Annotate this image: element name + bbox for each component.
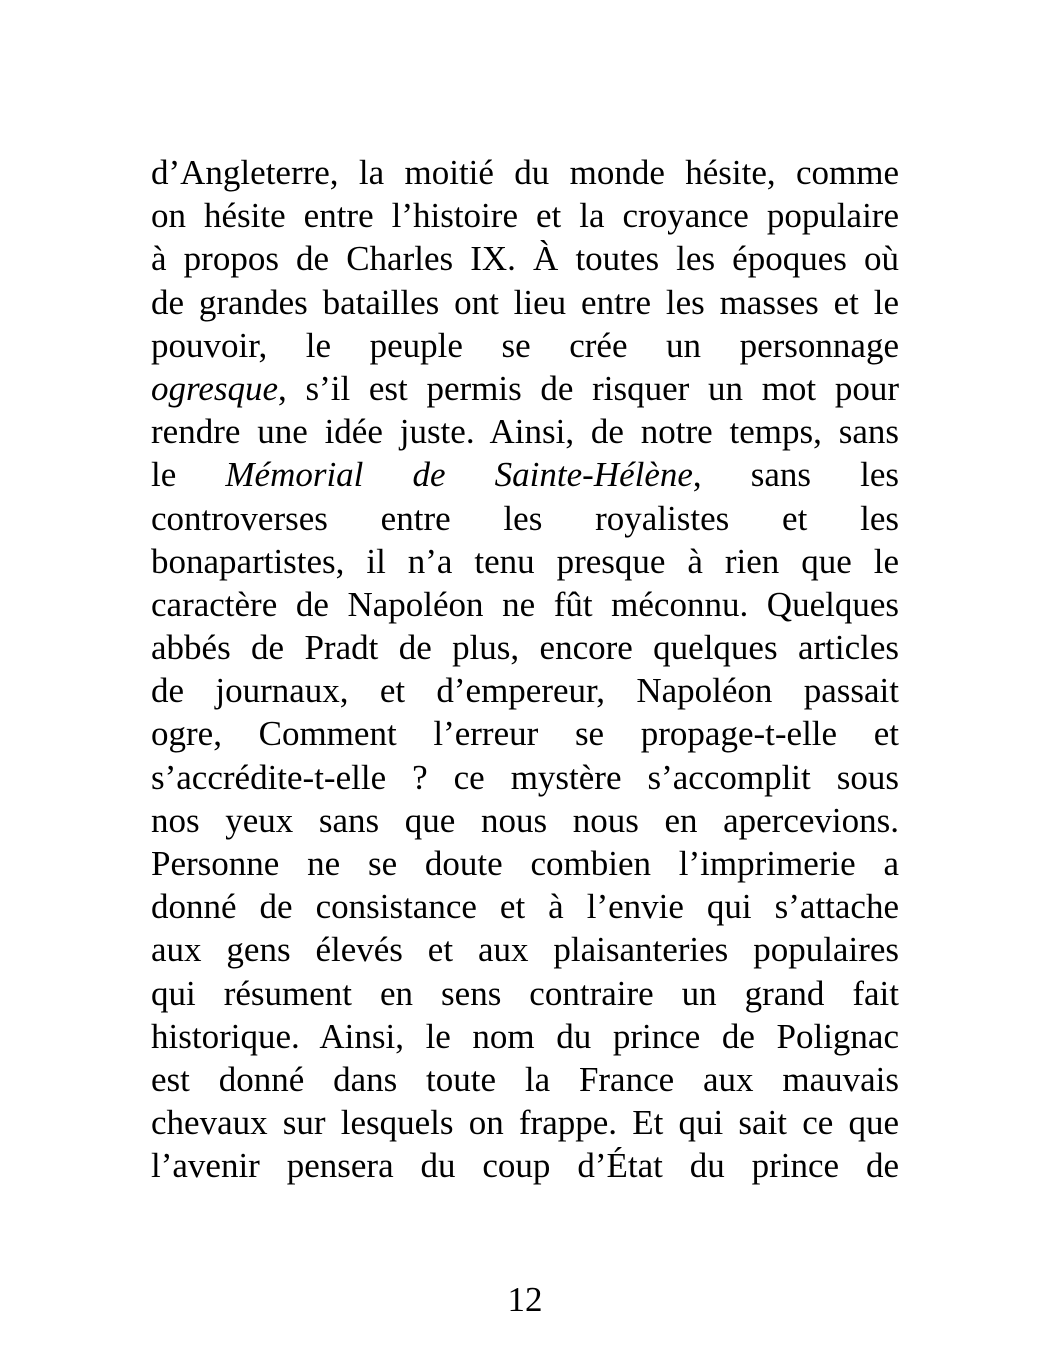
text-line	[151, 540, 899, 583]
text-line	[151, 497, 899, 540]
text-line	[151, 151, 899, 194]
text-span: de journaux, et d’empereur, Napoléon passait	[151, 671, 899, 711]
page-number: 12	[507, 1280, 543, 1319]
text-line	[151, 194, 899, 237]
text-line	[151, 928, 899, 971]
text-span: chevaux sur lesquels on frappe. Et qui sait ce que	[151, 1103, 899, 1143]
body-text	[151, 151, 899, 1188]
italic-text: Mémorial de Sainte-Hélène	[225, 455, 693, 495]
text-line	[151, 367, 899, 410]
text-span: bonapartistes, il n’a tenu presque à rien que le	[151, 541, 899, 581]
text-line	[151, 756, 899, 799]
text-line	[151, 1058, 899, 1101]
text-line	[151, 885, 899, 928]
italic-text: ogresque	[151, 368, 279, 408]
text-span: le	[151, 455, 226, 495]
text-span: qui résument en sens contraire un grand fait	[151, 973, 899, 1013]
text-span: d’Angleterre, la moitié du monde hésite, comme	[151, 153, 899, 192]
text-line	[151, 410, 899, 453]
text-span: rendre une idée juste. Ainsi, de notre temps, sans	[151, 412, 899, 452]
text-span: à propos de Charles IX. À toutes les époques où	[151, 239, 899, 279]
text-span: on hésite entre l’histoire et la croyance populaire	[151, 196, 899, 236]
text-span: s’accrédite-t-elle ? ce mystère s’accomplit sous	[151, 757, 899, 797]
text-span: , sans les	[692, 455, 900, 495]
text-line	[151, 712, 899, 755]
text-span: caractère de Napoléon ne fût méconnu. Quelques	[151, 584, 899, 624]
text-span: pouvoir, le peuple se crée un personnage	[151, 325, 899, 365]
text-line	[151, 669, 899, 712]
text-span: controverses entre les royalistes et les	[151, 498, 899, 538]
text-span: aux gens élevés et aux plaisanteries populaires	[151, 930, 899, 970]
text-span: est donné dans toute la France aux mauvais	[151, 1059, 899, 1099]
text-line	[151, 842, 899, 885]
text-span: donné de consistance et à l’envie qui s’attache	[151, 887, 899, 927]
text-span: abbés de Pradt de plus, encore quelques articles	[151, 628, 899, 668]
text-line	[151, 626, 899, 669]
text-line	[151, 237, 899, 280]
text-span: de grandes batailles ont lieu entre les masses et le	[151, 282, 899, 322]
text-line	[151, 799, 899, 842]
text-span: ogre, Comment l’erreur se propage-t-elle et	[151, 714, 899, 754]
text-span: Personne ne se doute combien l’imprimerie a	[151, 844, 899, 883]
text-span: l’avenir pensera du coup d’État du prince de	[151, 1146, 899, 1186]
text-line	[151, 972, 899, 1015]
text-line	[151, 1015, 899, 1058]
text-span: historique. Ainsi, le nom du prince de Polignac	[151, 1016, 899, 1056]
text-line	[151, 1144, 899, 1187]
text-line	[151, 583, 899, 626]
text-line	[151, 1101, 899, 1144]
text-line	[151, 324, 899, 367]
text-line	[151, 281, 899, 324]
text-span: nos yeux sans que nous nous en apercevions.	[151, 800, 899, 840]
text-line	[151, 453, 899, 496]
text-span: , s’il est permis de risquer un mot pour	[278, 368, 899, 408]
